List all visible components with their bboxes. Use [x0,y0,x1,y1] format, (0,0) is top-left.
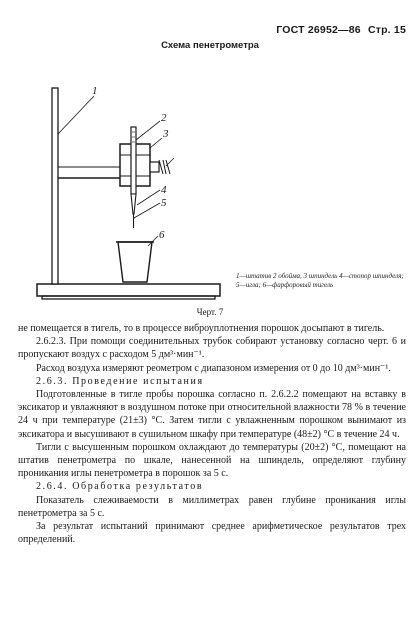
porcelain-crucible [118,242,152,282]
figure-caption: Черт. 7 [196,307,224,317]
page-number: Стр. 15 [367,24,406,36]
body-text [18,322,406,546]
callout-2: 2 [161,112,167,124]
paragraph: Расход воздуха измеряют реометром с диапазоном измерения от 0 до 10 дм³·мин⁻¹. [36,362,391,374]
callout-4: 4 [161,184,167,196]
page-header [272,24,406,36]
callout-3: 3 [163,128,169,140]
paragraph: не помещается в тигель, то в процессе виброуплотнения порошок досыпают в тигель. [18,323,385,334]
section-heading: 2.6.3. Проведение испытания [36,375,204,387]
penetrometer-diagram [0,60,420,305]
stand-rod [52,88,58,284]
paragraph: Подготовленные в тигле пробы порошка согласно п. 2.6.2.2 помещают на вставку в эксикатор и увлажняют в воздушном потоке при относительной влажности 78 % в течение 24 ч при температуре (21±3) °С. Затем тигли с увлажненным порошком вынимают из эксикатора и высушивают в сушильном шкафу при температуре (48±2) °С в течение 24 ч. [18,389,406,440]
spindle-stopper [150,162,159,172]
figure-title: Схема пенетрометра [161,40,259,51]
callout-6: 6 [159,229,165,241]
paragraph: Тигли с высушенным порошком охлаждают до температуры (20±2) °С, помещают на штатив пенетрометра по шкале, нанесенной на шпиндель, определяют глубину проникания иглы пенетрометра в порошок за 5 с. [18,441,406,480]
stand-base [37,284,220,296]
callout-5: 5 [161,197,167,209]
paragraph: 2.6.2.3. При помощи соединительных трубок собирают установку согласно черт. 6 и пропускают воздух с расходом 5 дм³·мин⁻¹. [18,336,406,361]
stand-base-foot [42,296,215,299]
needle [131,194,136,214]
paragraph: За результат испытаний принимают среднее арифметическое результатов трех определений. [18,521,406,546]
section-heading: 2.6.4. Обработка результатов [36,481,204,493]
standard-number: ГОСТ 26952—86 [276,24,361,36]
paragraph: Показатель слеживаемости в миллиметрах равен глубине проникания иглы пенетрометра за 5 с. [18,494,406,519]
figure-legend: 1—штатив 2 обойма, 3 шпиндель 4—стопор шпинделя; 5—игла; 6—фарфоровый тигель [236,272,404,289]
callout-1: 1 [92,85,98,97]
